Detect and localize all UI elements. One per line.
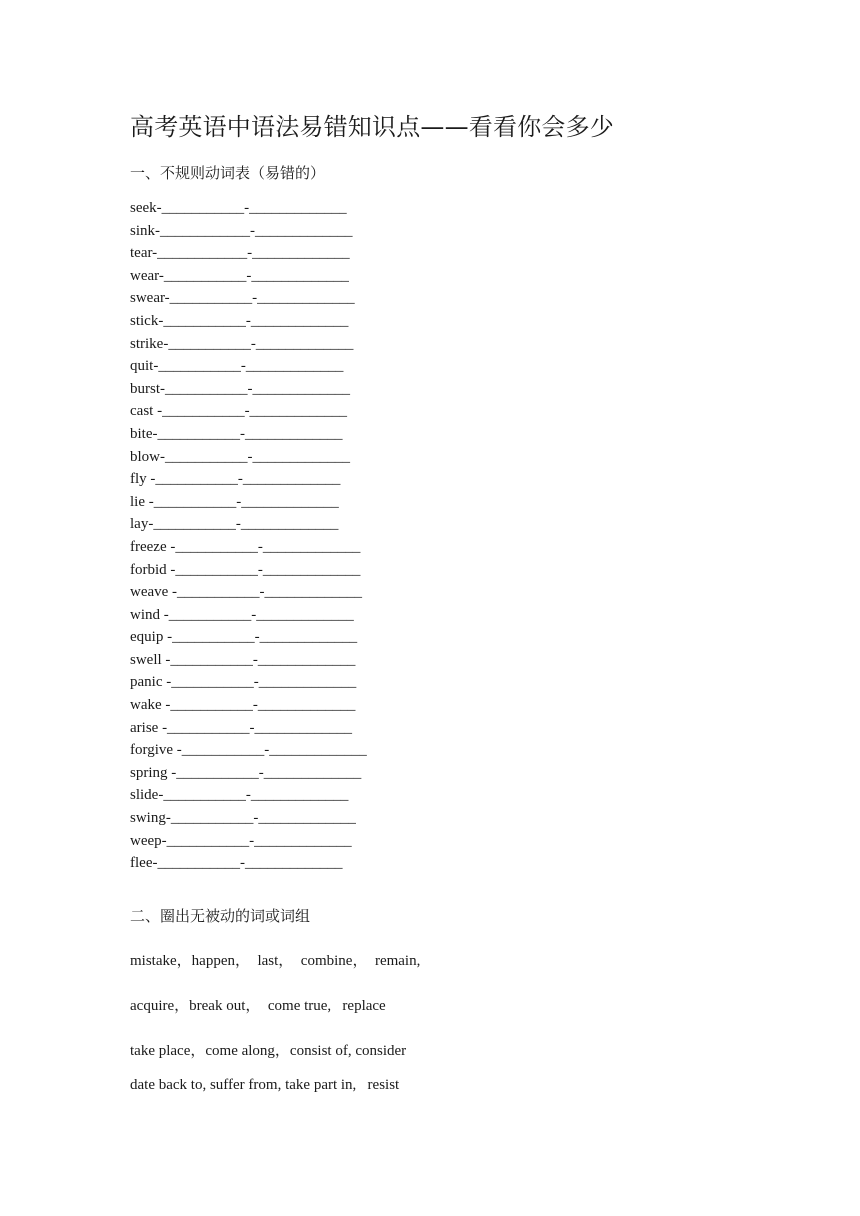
verb-item: cast -___________-_____________ (130, 403, 348, 420)
verb-item: stick-___________-_____________ (130, 312, 349, 329)
verb-item: weep-___________-_____________ (130, 832, 352, 849)
verb-item: forgive -___________-_____________ (130, 742, 367, 759)
verb-item: swing-___________-_____________ (130, 810, 356, 827)
verb-item: lie -___________-_____________ (130, 493, 339, 510)
page-title: 高考英语中语法易错知识点——看看你会多少 (130, 113, 614, 141)
verb-item: fly -___________-_____________ (130, 471, 341, 488)
verb-item: flee-___________-_____________ (130, 855, 343, 872)
verb-item: slide-___________-_____________ (130, 787, 349, 804)
phrase-line: take place，come along，consist of, consider (130, 1043, 407, 1059)
irregular-verb-list (130, 197, 367, 875)
verb-item: burst-___________-_____________ (130, 380, 350, 397)
phrase-line: mistake，happen， last， combine， remain, (130, 953, 421, 969)
verb-item: wake -___________-_____________ (130, 697, 356, 714)
verb-item: spring -___________-_____________ (130, 764, 362, 781)
verb-item: weave -___________-_____________ (130, 584, 363, 601)
section-2-heading: 二、圈出无被动的词或词组 (130, 907, 311, 925)
section-1-heading: 一、不规则动词表（易错的） (130, 164, 326, 182)
verb-item: wear-___________-_____________ (130, 267, 349, 284)
verb-item: swell -___________-_____________ (130, 651, 356, 668)
verb-item: equip -___________-_____________ (130, 629, 358, 646)
phrase-line: acquire，break out， come true, replace (130, 998, 386, 1014)
verb-item: bite-___________-_____________ (130, 425, 343, 442)
verb-item: blow-___________-_____________ (130, 448, 350, 465)
verb-item: freeze -___________-_____________ (130, 538, 361, 555)
phrase-line: date back to, suffer from, take part in, resist (130, 1077, 400, 1093)
verb-item: strike-___________-_____________ (130, 335, 354, 352)
verb-item: tear-____________-_____________ (130, 245, 350, 262)
verb-item: wind -___________-_____________ (130, 606, 354, 623)
verb-item: lay-___________-_____________ (130, 516, 339, 533)
verb-item: arise -___________-_____________ (130, 719, 353, 736)
verb-item: forbid -___________-_____________ (130, 561, 361, 578)
verb-item: swear-___________-_____________ (130, 290, 355, 307)
verb-item: sink-____________-_____________ (130, 222, 353, 239)
verb-item: panic -___________-_____________ (130, 674, 357, 691)
verb-item: quit-___________-_____________ (130, 358, 344, 375)
verb-item: seek-___________-_____________ (130, 200, 347, 216)
